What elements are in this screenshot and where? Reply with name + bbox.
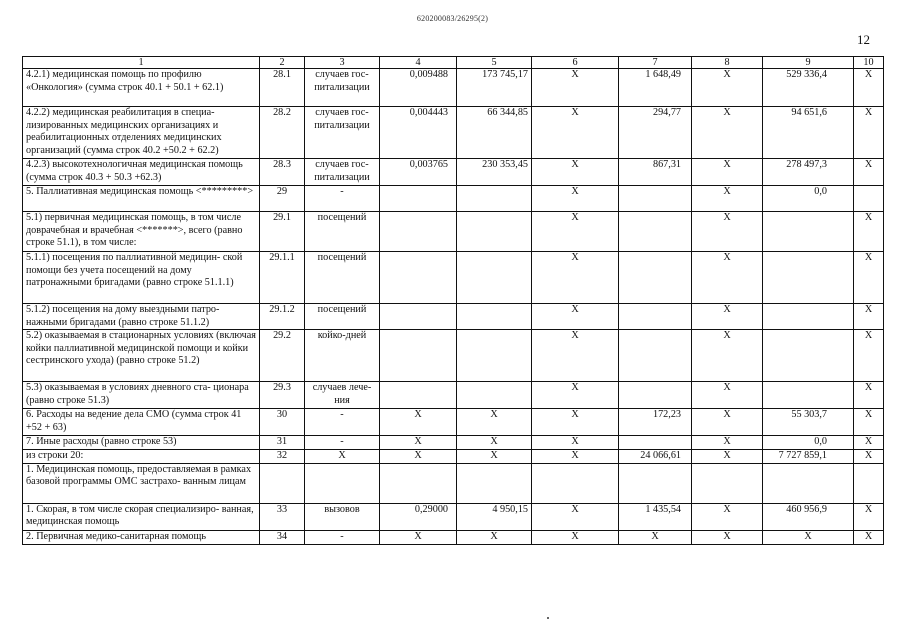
table-cell: 0,29000 <box>380 503 457 530</box>
table-cell <box>763 304 854 330</box>
row-label: 5.3) оказываемая в условиях дневного ста- ционара (равно строке 51.3) <box>23 382 260 409</box>
table-cell: 0,003765 <box>380 159 457 186</box>
table-cell: X <box>854 436 884 450</box>
table-cell: 1 648,49 <box>619 69 692 107</box>
table-cell: X <box>692 304 763 330</box>
table-cell: 867,31 <box>619 159 692 186</box>
table-cell: 55 303,7 <box>763 409 854 436</box>
data-table <box>22 56 884 545</box>
table-row <box>23 107 884 159</box>
column-header: 3 <box>305 57 380 69</box>
table-cell: 33 <box>260 503 305 530</box>
table-cell: X <box>532 530 619 544</box>
table-cell: случаев гос- питализации <box>305 159 380 186</box>
table-cell: X <box>854 252 884 304</box>
table-row <box>23 530 884 544</box>
table-cell: вызовов <box>305 503 380 530</box>
table-cell: 173 745,17 <box>457 69 532 107</box>
row-label: 6. Расходы на ведение дела СМО (сумма строк 41 +52 + 63) <box>23 409 260 436</box>
table-cell <box>457 304 532 330</box>
table-cell: 278 497,3 <box>763 159 854 186</box>
table-cell: X <box>380 449 457 463</box>
table-cell: X <box>692 159 763 186</box>
row-label: 5.1.1) посещения по паллиативной медицин- ской помощи без учета посещений на дому патронажными бригадами (равно строке 51.1.1) <box>23 252 260 304</box>
table-cell: 29 <box>260 186 305 212</box>
table-cell <box>457 463 532 503</box>
table-row <box>23 159 884 186</box>
table-cell: X <box>692 330 763 382</box>
table-cell: X <box>457 449 532 463</box>
row-label: 5. Паллиативная медицинская помощь <*********> <box>23 186 260 212</box>
row-label: 2. Первичная медико-санитарная помощь <box>23 530 260 544</box>
table-cell: X <box>457 409 532 436</box>
table-row <box>23 449 884 463</box>
table-cell: X <box>380 530 457 544</box>
header-row <box>23 57 884 69</box>
table-cell <box>763 252 854 304</box>
table-cell: - <box>305 530 380 544</box>
table-cell: посещений <box>305 304 380 330</box>
table-cell: 172,23 <box>619 409 692 436</box>
table-cell: X <box>692 503 763 530</box>
table-cell <box>763 330 854 382</box>
table-cell: 32 <box>260 449 305 463</box>
table-cell: X <box>854 330 884 382</box>
table-cell: 30 <box>260 409 305 436</box>
table-cell <box>457 252 532 304</box>
table-cell: 94 651,6 <box>763 107 854 159</box>
table-cell <box>854 463 884 503</box>
table-cell: случаев гос- питализации <box>305 69 380 107</box>
table-cell: 66 344,85 <box>457 107 532 159</box>
table-cell: 34 <box>260 530 305 544</box>
table-cell: X <box>854 212 884 252</box>
table-cell: 230 353,45 <box>457 159 532 186</box>
table-cell: - <box>305 436 380 450</box>
table-cell: X <box>532 409 619 436</box>
table-row <box>23 409 884 436</box>
table-cell <box>619 330 692 382</box>
table-cell <box>380 463 457 503</box>
table-row <box>23 69 884 107</box>
table-cell: X <box>532 436 619 450</box>
table-row <box>23 436 884 450</box>
table-cell: 529 336,4 <box>763 69 854 107</box>
table-cell: 0,0 <box>763 186 854 212</box>
table-cell: посещений <box>305 212 380 252</box>
table-cell: X <box>532 107 619 159</box>
table-cell: 24 066,61 <box>619 449 692 463</box>
table-cell: X <box>854 409 884 436</box>
table-cell: X <box>457 436 532 450</box>
row-label: 5.1.2) посещения на дому выездными патро- нажными бригадами (равно строке 51.1.2) <box>23 304 260 330</box>
table-cell: X <box>692 530 763 544</box>
table-cell: 29.1 <box>260 212 305 252</box>
table-cell <box>619 304 692 330</box>
table-cell: X <box>763 530 854 544</box>
table-cell: X <box>692 382 763 409</box>
table-cell: 294,77 <box>619 107 692 159</box>
table-cell <box>457 212 532 252</box>
table-cell <box>457 382 532 409</box>
table-cell <box>380 304 457 330</box>
table-row <box>23 330 884 382</box>
table-cell: 31 <box>260 436 305 450</box>
table-cell: X <box>854 159 884 186</box>
table-cell: X <box>380 436 457 450</box>
table-cell: - <box>305 409 380 436</box>
table-cell: X <box>532 449 619 463</box>
table-cell <box>763 382 854 409</box>
table-cell <box>380 186 457 212</box>
table-cell <box>619 252 692 304</box>
table-cell <box>260 463 305 503</box>
scan-dot <box>547 617 549 619</box>
table-cell: случаев гос- питализации <box>305 107 380 159</box>
page-number: 12 <box>857 32 870 47</box>
table-row <box>23 463 884 503</box>
table-cell <box>854 186 884 212</box>
table-cell: 0,0 <box>763 436 854 450</box>
table-cell: X <box>854 530 884 544</box>
table-cell: посещений <box>305 252 380 304</box>
table-row <box>23 382 884 409</box>
table-cell: X <box>532 330 619 382</box>
table-cell: X <box>692 252 763 304</box>
table-cell <box>619 436 692 450</box>
table-cell: X <box>532 304 619 330</box>
row-label: 7. Иные расходы (равно строке 53) <box>23 436 260 450</box>
table-cell: X <box>854 503 884 530</box>
column-header: 7 <box>619 57 692 69</box>
table-cell: 29.3 <box>260 382 305 409</box>
table-cell: 29.1.1 <box>260 252 305 304</box>
column-header: 8 <box>692 57 763 69</box>
column-header: 6 <box>532 57 619 69</box>
table-cell <box>619 212 692 252</box>
table-cell: 29.1.2 <box>260 304 305 330</box>
table-cell: 28.3 <box>260 159 305 186</box>
table-cell: X <box>532 212 619 252</box>
table-row <box>23 186 884 212</box>
table-cell: X <box>532 69 619 107</box>
table-cell <box>457 186 532 212</box>
table-row <box>23 304 884 330</box>
table-cell: X <box>457 530 532 544</box>
column-header: 5 <box>457 57 532 69</box>
column-header: 4 <box>380 57 457 69</box>
table-cell: X <box>532 503 619 530</box>
table-cell: - <box>305 186 380 212</box>
table-cell: койко-дней <box>305 330 380 382</box>
row-label: 1. Скорая, в том числе скорая специализиро- ванная, медицинская помощь <box>23 503 260 530</box>
row-label: 5.1) первичная медицинская помощь, в том числе доврачебная и врачебная <*******>, всего (равно строке 51.1), в том числе: <box>23 212 260 252</box>
table-cell <box>305 463 380 503</box>
table-cell <box>380 252 457 304</box>
table-cell: 0,009488 <box>380 69 457 107</box>
table-cell <box>380 212 457 252</box>
table-cell: X <box>692 186 763 212</box>
table-cell <box>692 463 763 503</box>
table-cell: X <box>619 530 692 544</box>
document-id: 620200083/26295(2) <box>416 14 489 23</box>
row-label: 5.2) оказываемая в стационарных условиях (включая койки паллиативной медицинской помощи и койки сестринского ухода) (равно строке 51.2) <box>23 330 260 382</box>
table-row <box>23 252 884 304</box>
table-cell: 29.2 <box>260 330 305 382</box>
table-cell: X <box>692 409 763 436</box>
table-cell: X <box>305 449 380 463</box>
column-header: 10 <box>854 57 884 69</box>
table-cell: X <box>692 212 763 252</box>
table-cell: 28.1 <box>260 69 305 107</box>
row-label: 1. Медицинская помощь, предоставляемая в рамках базовой программы ОМС застрахо- ванным лицам <box>23 463 260 503</box>
column-header: 9 <box>763 57 854 69</box>
table-cell <box>763 463 854 503</box>
table-cell: X <box>692 449 763 463</box>
row-label: 4.2.1) медицинская помощь по профилю «Онкология» (сумма строк 40.1 + 50.1 + 62.1) <box>23 69 260 107</box>
table-cell <box>619 382 692 409</box>
table-cell <box>619 463 692 503</box>
table-cell: X <box>692 107 763 159</box>
table-cell: X <box>692 69 763 107</box>
table-cell <box>380 382 457 409</box>
row-label: 4.2.2) медицинская реабилитация в специа- лизированных медицинских организациях и реабилитационных отделениях медицинских организаций (сумма строк 40.2 +50.2 + 62.2) <box>23 107 260 159</box>
row-label: 4.2.3) высокотехнологичная медицинская помощь (сумма строк 40.3 + 50.3 +62.3) <box>23 159 260 186</box>
table-cell: 1 435,54 <box>619 503 692 530</box>
table-cell <box>457 330 532 382</box>
column-header: 2 <box>260 57 305 69</box>
table-cell: 4 950,15 <box>457 503 532 530</box>
table-cell: X <box>532 252 619 304</box>
table-cell: X <box>380 409 457 436</box>
table-cell: X <box>692 436 763 450</box>
table-cell: X <box>532 186 619 212</box>
table-cell: случаев лече- ния <box>305 382 380 409</box>
row-label: из строки 20: <box>23 449 260 463</box>
table-row <box>23 212 884 252</box>
table-cell: 460 956,9 <box>763 503 854 530</box>
table-cell: 0,004443 <box>380 107 457 159</box>
table-cell <box>532 463 619 503</box>
table-cell: X <box>854 382 884 409</box>
table-cell: 28.2 <box>260 107 305 159</box>
table-cell: X <box>532 382 619 409</box>
column-header: 1 <box>23 57 260 69</box>
table-cell: X <box>854 69 884 107</box>
table-cell <box>763 212 854 252</box>
table-cell <box>380 330 457 382</box>
table-row <box>23 503 884 530</box>
table-cell <box>619 186 692 212</box>
table-cell: X <box>532 159 619 186</box>
table-cell: 7 727 859,1 <box>763 449 854 463</box>
table-cell: X <box>854 107 884 159</box>
table-cell: X <box>854 304 884 330</box>
table-cell: X <box>854 449 884 463</box>
